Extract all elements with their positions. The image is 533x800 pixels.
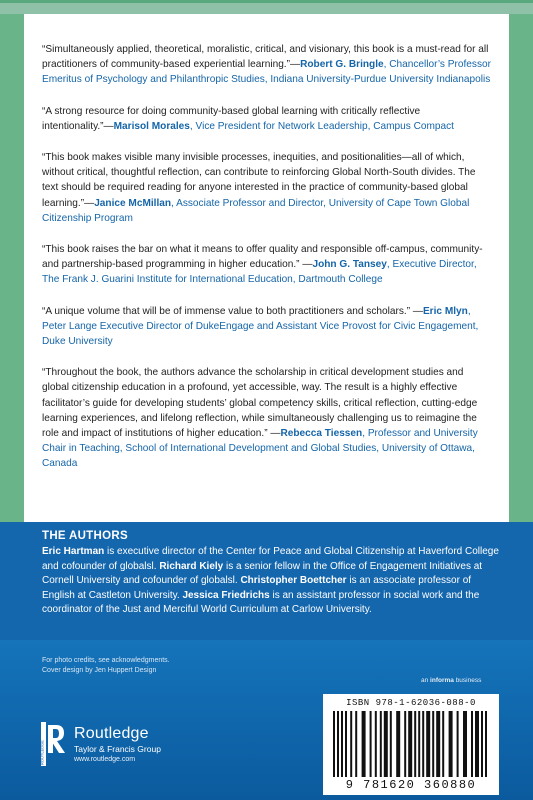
quote-author: Rebecca Tiessen [280, 428, 363, 440]
quote-affiliation: , Associate Professor and Director, University of Cape Town Global Citizenship Program [42, 197, 470, 224]
quote-2 [42, 104, 493, 134]
barcode-bar [471, 711, 473, 777]
barcode-bar [355, 711, 357, 777]
quote-author: Eric Mlyn [422, 305, 468, 317]
top-green-line [0, 0, 533, 3]
photo-credits: For photo credits, see acknowledgments. [42, 657, 170, 664]
quote-5 [42, 304, 493, 350]
informa-tagline: an informa business [421, 677, 482, 684]
barcode-bar [436, 711, 440, 777]
publisher-footer [0, 640, 533, 800]
barcode-number: 9 781620 360880 [345, 778, 477, 792]
authors-bio [42, 545, 499, 618]
barcode-bar [370, 711, 372, 777]
author-bio-text: is executive director of the Center for Peace and Global Citizenship at Haverford College and cofounder of globalsl. [42, 546, 499, 572]
isbn-barcode [323, 694, 499, 795]
quote-affiliation: , Peter Lange Executive Director of DukeEngage and Assistant Vice Provost for Civic Engagement, Duke University [42, 305, 479, 348]
publisher-url: www.routledge.com [74, 756, 136, 763]
quote-author: John G. Tansey [312, 259, 387, 271]
barcode-bar [485, 711, 487, 777]
barcode-bar [481, 711, 483, 777]
author-name: Christopher Boettcher [240, 575, 347, 587]
quote-author: Janice McMillan [94, 197, 172, 209]
barcode-bar [422, 711, 424, 777]
quote-affiliation: , Vice President for Network Leadership, Campus Compact [189, 120, 454, 132]
barcode-bar [396, 711, 400, 777]
routledge-logo-icon [40, 721, 68, 767]
barcode-bar [414, 711, 416, 777]
publisher-name: Routledge [74, 725, 149, 742]
quote-author: Robert G. Bringle [300, 59, 384, 71]
barcode-bar [375, 711, 377, 777]
barcode-bar [449, 711, 453, 777]
isbn-label: ISBN 978-1-62036-088-0 [346, 698, 476, 708]
barcode-bar [404, 711, 406, 777]
design-credits: Cover design by Jen Huppert Design [42, 667, 157, 674]
quote-1 [42, 42, 493, 88]
authors-section [0, 522, 533, 640]
barcode-bar [390, 711, 392, 777]
barcode-bar [426, 711, 430, 777]
author-bio-text: is a senior fellow in the Office of Engagement Initiatives at Cornell University and cofounder of globalsl. [42, 560, 483, 587]
barcode-bar [362, 711, 366, 777]
barcode-bars [331, 711, 491, 777]
author-name: Jessica Friedrichs [182, 589, 270, 601]
quote-affiliation: , Executive Director, The Frank J. Guarini Institute for International Education, Dartmouth College [42, 259, 477, 286]
publisher-group: Taylor & Francis Group [74, 744, 161, 754]
author-bio-text: is an assistant professor in social work and the coordinator of the Just and Merciful World Curriculum at Carlow University. [42, 589, 480, 616]
barcode-bar [345, 711, 347, 777]
quote-text: “This book makes visible many invisible processes, inequities, and positionalities—all of which, without critical, thoughtful reflection, can contribute to reinforcing Global North-South divides. The text should be required reading for anyone interested in the practice of community-based global learning.”— [42, 152, 476, 209]
barcode-bar [350, 711, 352, 777]
quote-text: “Simultaneously applied, theoretical, moralistic, critical, and visionary, this book is a must-read for all practitioners of community-based experiential learning.”— [42, 44, 489, 71]
quote-author: Marisol Morales [113, 120, 190, 132]
author-name: Eric Hartman [42, 546, 105, 557]
author-bio-text: is an associate professor of English at Castleton University. [42, 575, 472, 601]
cover-credits [42, 656, 170, 676]
barcode-bar [380, 711, 382, 777]
barcode-bar [457, 711, 459, 777]
author-name: Richard Kiely [159, 560, 224, 572]
quote-affiliation: , Professor and University Chair in Teaching, School of International Development and Global Studies, University of Ottawa, Canada [42, 428, 478, 470]
barcode-bar [442, 711, 444, 777]
quote-4 [42, 242, 493, 288]
endorsements-panel [24, 14, 509, 522]
barcode-bar [408, 711, 412, 777]
barcode-bar [475, 711, 479, 777]
authors-heading: THE AUTHORS [42, 530, 128, 542]
quote-affiliation: , Chancellor’s Professor Emeritus of Psychology and Philanthropic Studies, Indiana University-Purdue University Indianapolis [42, 59, 491, 86]
quote-text: “A strong resource for doing community-based global learning with critically reflective intentionality.”— [42, 105, 421, 132]
barcode-bar [418, 711, 420, 777]
barcode-bar [432, 711, 434, 777]
quote-text: “Throughout the book, the authors advance the scholarship in critical development studies and global citizenship education in a profound, yet accessible, way. The result is a highly effective facilitator’s guide for developing students’ global competency skills, critical reflection, cutting-edge learning experiences, and lifelong reflection, while simultaneously challenging us to reimagine the role and impact of institutions of higher education.” — [42, 367, 478, 440]
quote-text: “This book raises the bar on what it means to offer quality and responsible off-campus, community- and partnership-based programming in higher education.” — [42, 244, 483, 271]
barcode-bar [341, 711, 343, 777]
quote-6 [42, 365, 493, 471]
barcode-bar [463, 711, 467, 777]
barcode-bar [333, 711, 335, 777]
informa-brand: informa [430, 677, 454, 684]
quote-text: “A unique volume that will be of immense value to both practitioners and scholars.” — [42, 305, 423, 317]
spine-label: ROUTLEDGE [40, 740, 45, 765]
barcode-bar [384, 711, 388, 777]
quote-3 [42, 150, 493, 226]
left-green-border [0, 14, 24, 522]
right-green-border [509, 14, 533, 522]
barcode-bar [337, 711, 339, 777]
routledge-logo [40, 713, 220, 783]
publisher-text [74, 725, 161, 763]
